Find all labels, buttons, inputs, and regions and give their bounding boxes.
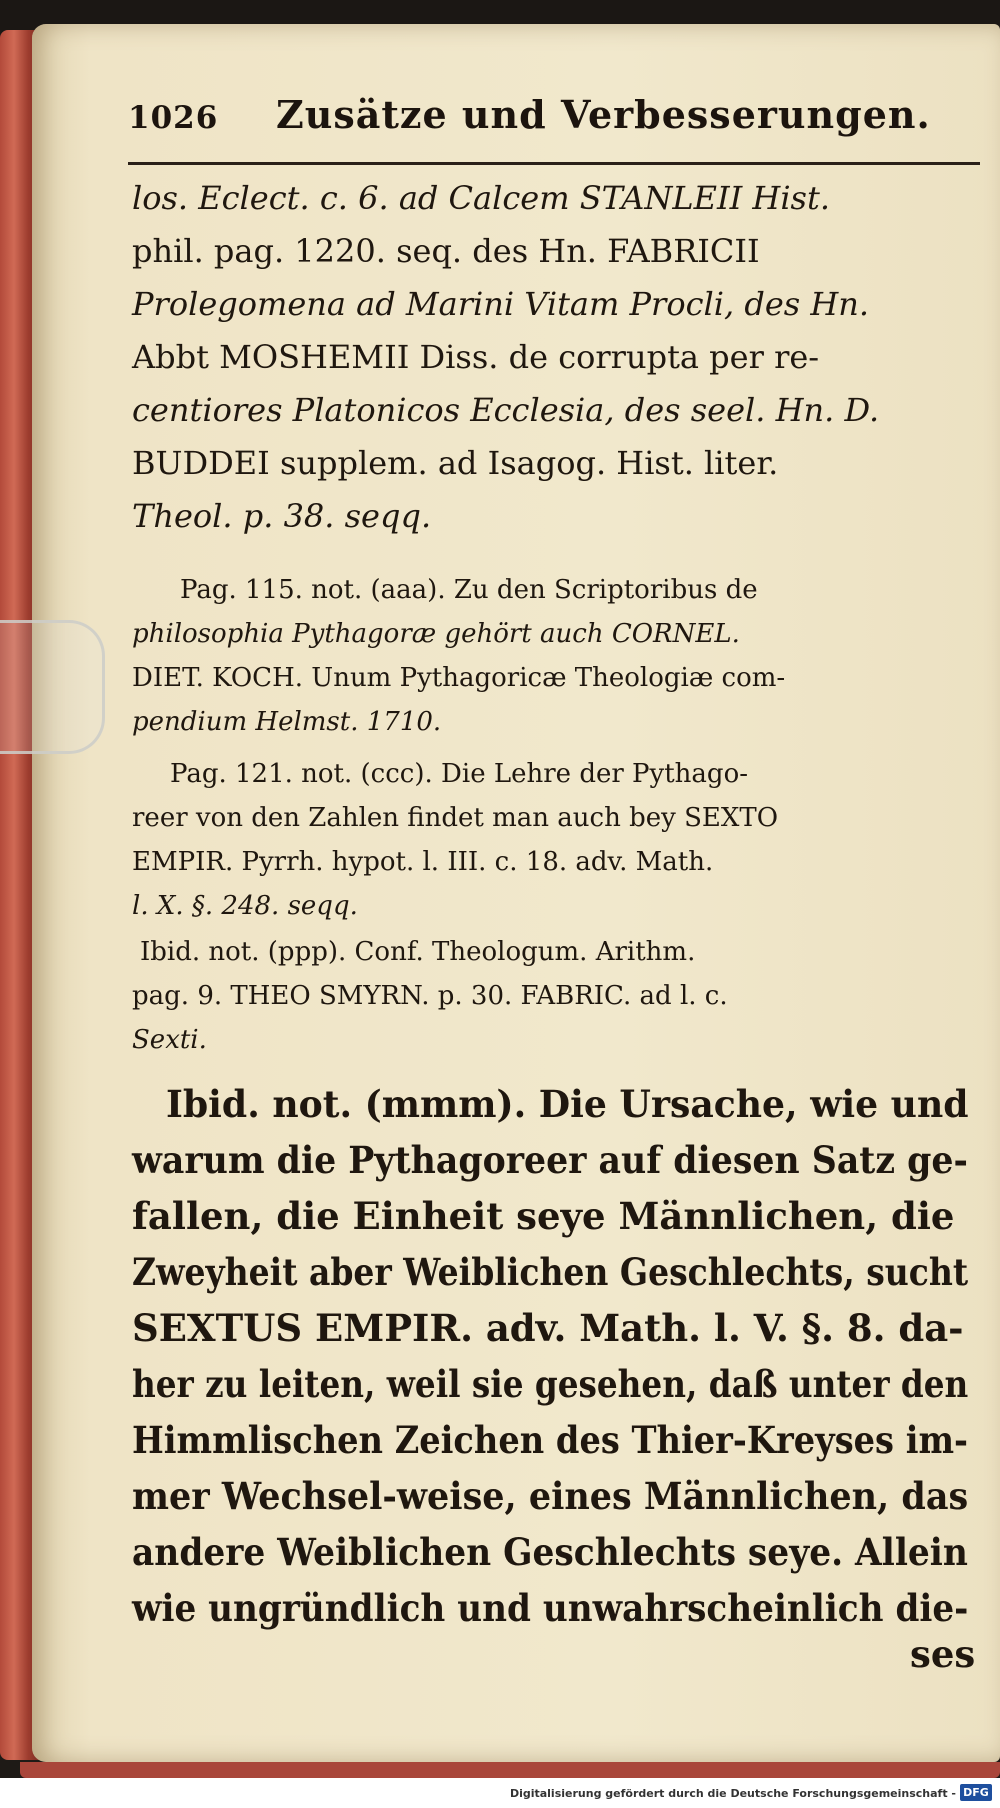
text-line: mer Wechsel-weise, eines Männlichen, das (132, 1474, 969, 1518)
digitization-credit: Digitalisierung gefördert durch die Deutsche Forschungsgemeinschaft - (509, 1787, 956, 1800)
text-line: Pag. 121. not. (ccc). Die Lehre der Pythago- (170, 759, 749, 789)
text-line: her zu leiten, weil sie gesehen, daß unter den (132, 1362, 969, 1406)
text-line: phil. pag. 1220. seq. des Hn. FABRICII (132, 232, 760, 270)
text-line: l. X. §. 248. seqq. (132, 891, 358, 921)
text-line: Zweyheit aber Weiblichen Geschlechts, sucht (132, 1250, 969, 1294)
text-line: Ibid. not. (ppp). Conf. Theologum. Arithm. (140, 937, 696, 967)
text-line: DIET. KOCH. Unum Pythagoricæ Theologiæ com- (132, 663, 786, 693)
text-line: los. Eclect. c. 6. ad Calcem STANLEII Hist. (132, 179, 830, 217)
page-number: 1026 (128, 100, 219, 136)
book-bottom-edge (20, 1762, 1000, 1778)
text-line: wie ungründlich und unwahrscheinlich die- (132, 1586, 969, 1630)
text-line: warum die Pythagoreer auf diesen Satz ge- (132, 1138, 968, 1182)
text-line: pendium Helmst. 1710. (132, 707, 442, 737)
dfg-logo: DFG (960, 1784, 992, 1801)
text-line: centiores Platonicos Ecclesia, des seel. Hn. D. (132, 391, 880, 429)
text-line: SEXTUS EMPIR. adv. Math. l. V. §. 8. da- (132, 1306, 964, 1350)
text-line: Sexti. (132, 1025, 207, 1055)
text-line: Prolegomena ad Marini Vitam Procli, des Hn. (132, 285, 870, 323)
text-line: EMPIR. Pyrrh. hypot. l. III. c. 18. adv. Math. (132, 847, 714, 877)
page-clip (0, 620, 105, 754)
text-line: Abbt MOSHEMII Diss. de corrupta per re- (132, 338, 820, 376)
running-head (128, 84, 968, 154)
running-title: Zusätze und Verbesserungen. (276, 92, 931, 137)
catchword: ses (910, 1632, 976, 1676)
text-line: Pag. 115. not. (aaa). Zu den Scriptoribus de (180, 575, 758, 605)
text-line: reer von den Zahlen findet man auch bey SEXTO (132, 803, 779, 833)
text-line: Theol. p. 38. seqq. (132, 497, 432, 535)
header-rule (128, 162, 980, 165)
text-line: philosophia Pythagoræ gehört auch CORNEL. (132, 619, 740, 649)
text-line: andere Weiblichen Geschlechts seye. Allein (132, 1530, 968, 1574)
text-line: fallen, die Einheit seye Männlichen, die (132, 1194, 955, 1238)
text-line: BUDDEI supplem. ad Isagog. Hist. liter. (132, 444, 779, 482)
text-line: Ibid. not. (mmm). Die Ursache, wie und (166, 1082, 969, 1126)
text-line: pag. 9. THEO SMYRN. p. 30. FABRIC. ad l. c. (132, 981, 728, 1011)
text-line: Himmlischen Zeichen des Thier-Kreyses im- (132, 1418, 969, 1462)
